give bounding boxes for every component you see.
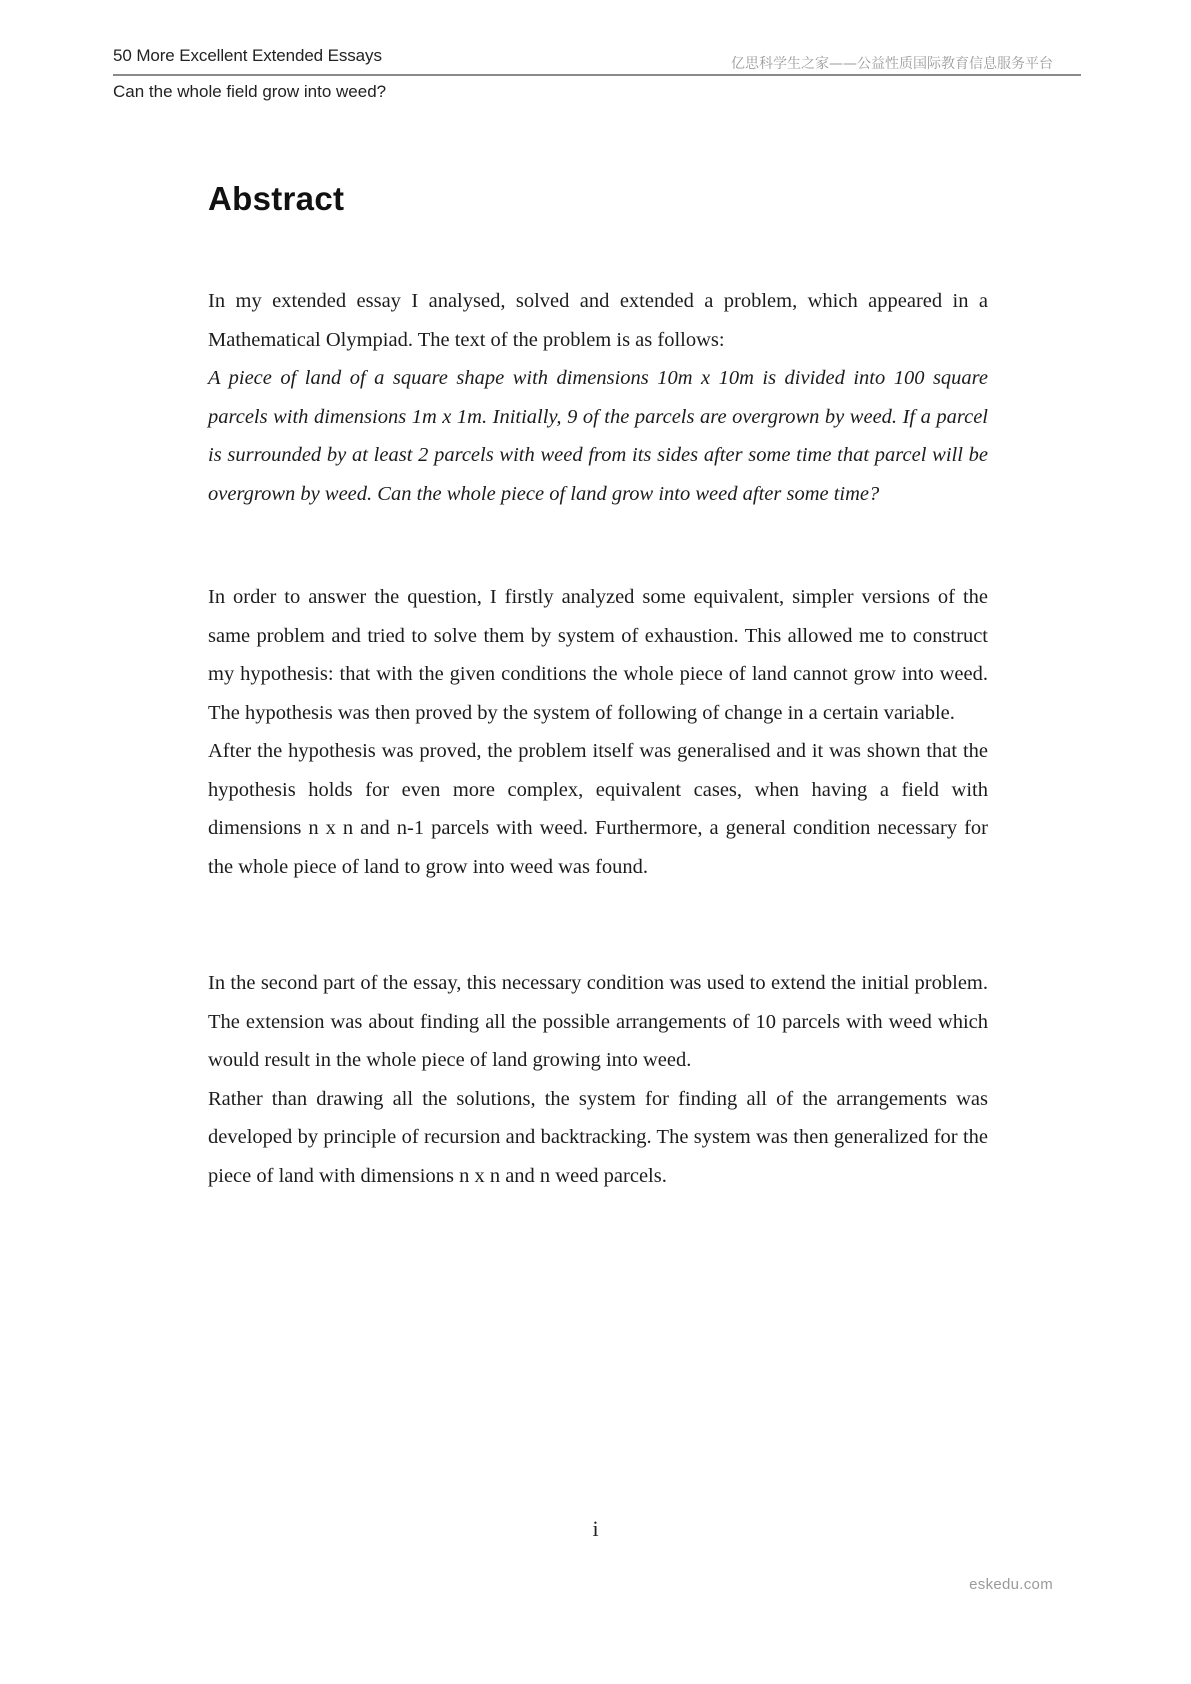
intro-paragraph: In my extended essay I analysed, solved and extended a problem, which appeared in a Mathematical Olympiad. The text of the problem is as follows:	[208, 290, 988, 351]
abstract-intro-block	[208, 282, 988, 513]
abstract-method-block	[208, 578, 988, 886]
header-divider	[113, 74, 1081, 76]
site-banner: 亿思科学生之家——公益性质国际教育信息服务平台	[731, 56, 1053, 72]
footer-site-name: eskedu.com	[969, 1576, 1053, 1593]
essay-title: Can the whole field grow into weed?	[113, 82, 387, 101]
abstract-heading: Abstract	[208, 180, 345, 217]
extension-paragraph: In the second part of the essay, this necessary condition was used to extend the initial problem. The extension was about finding all the possible arrangements of 10 parcels with weed which would result in the whole piece of land growing into weed.	[208, 972, 988, 1071]
page-number: i	[592, 1516, 599, 1541]
abstract-extension-block	[208, 964, 988, 1195]
generalisation-paragraph: After the hypothesis was proved, the problem itself was generalised and it was shown that the hypothesis holds for even more complex, equivalent cases, when having a field with dimensions n x n and n-1 parcels with weed. Furthermore, a general condition necessary for the whole piece of land to grow into weed was found.	[208, 740, 988, 878]
book-title: 50 More Excellent Extended Essays	[113, 46, 382, 65]
recursion-paragraph: Rather than drawing all the solutions, the system for finding all of the arrangements was developed by principle of recursion and backtracking. The system was then generalized for the piece of land with dimensions n x n and n weed parcels.	[208, 1087, 988, 1187]
problem-statement: A piece of land of a square shape with dimensions 10m x 10m is divided into 100 square parcels with dimensions 1m x 1m. Initially, 9 of the parcels are overgrown by weed. If a parcel is surrounded by at least 2 parcels with weed from its sides after some time that parcel will be overgrown by weed. Can the whole piece of land grow into weed after some time?	[208, 367, 988, 505]
method-paragraph: In order to answer the question, I firstly analyzed some equivalent, simpler versions of the same problem and tried to solve them by system of exhaustion. This allowed me to construct my hypothesis: that with the given conditions the whole piece of land cannot grow into weed. The hypothesis was then proved by the system of following of change in a certain variable.	[208, 586, 988, 724]
